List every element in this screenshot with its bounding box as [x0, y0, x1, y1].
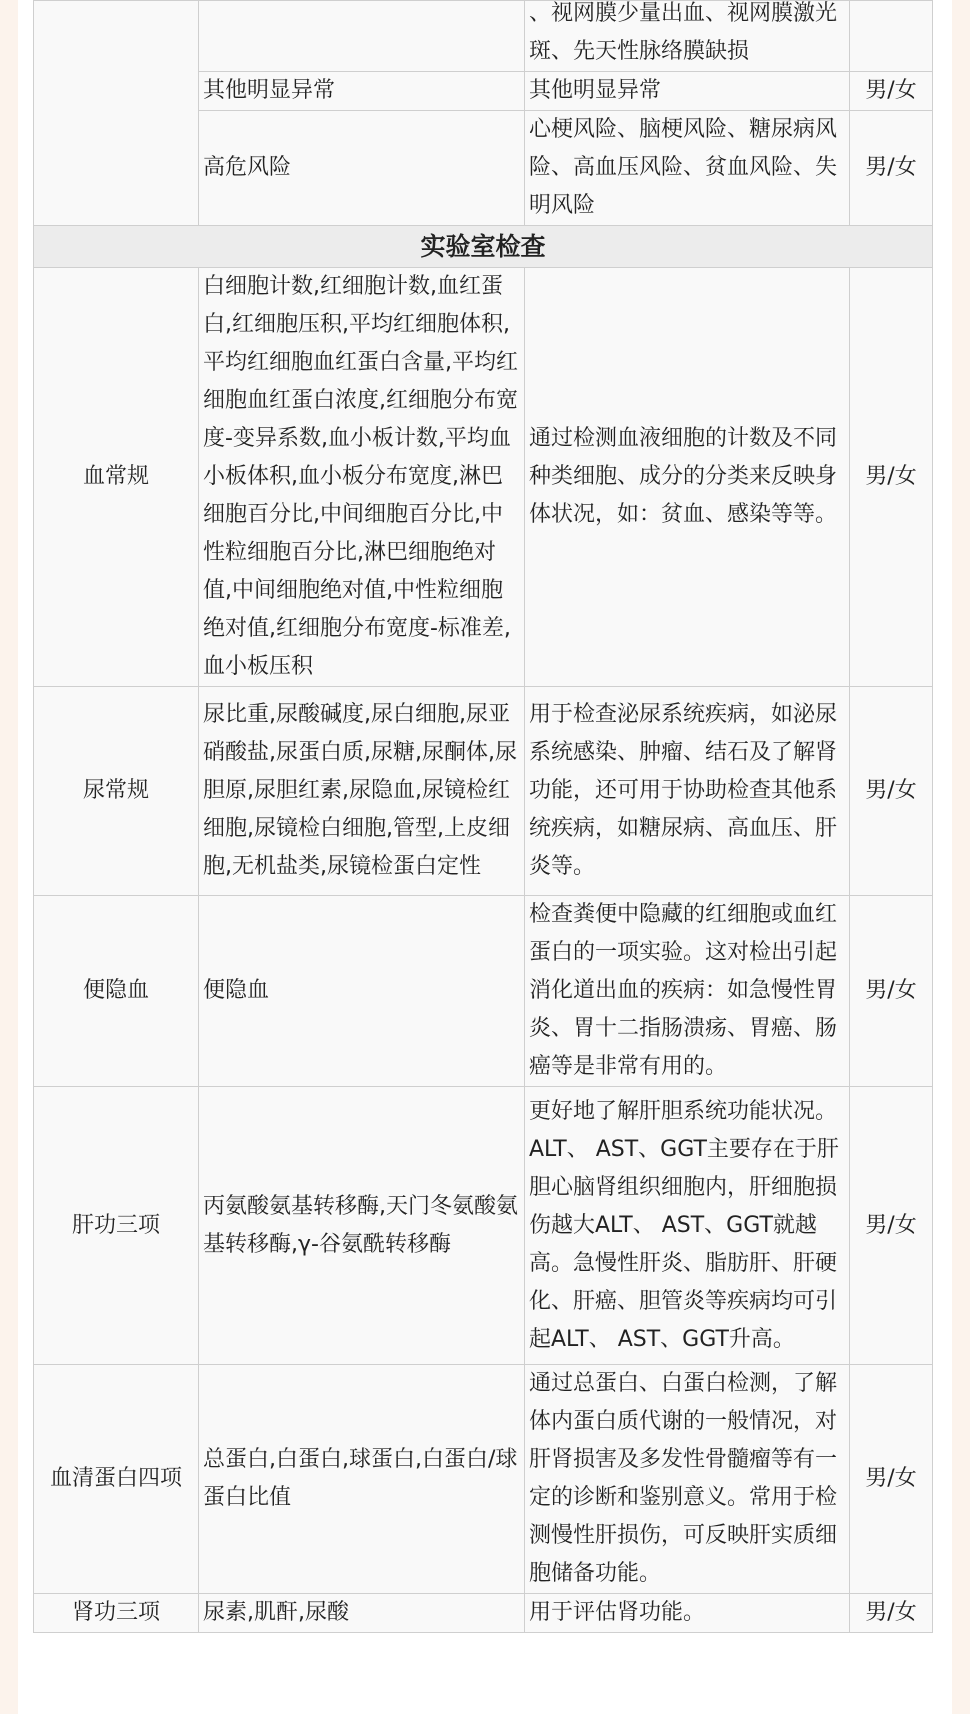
- items-cell: 尿素,肌酐,尿酸: [199, 1594, 525, 1633]
- items-cell: 尿比重,尿酸碱度,尿白细胞,尿亚硝酸盐,尿蛋白质,尿糖,尿酮体,尿胆原,尿胆红素,尿隐血,尿镜检红细胞,尿镜检白细胞,管型,上皮细胞,无机盐类,尿镜检蛋白定性: [199, 687, 525, 896]
- description-cell: 检查粪便中隐藏的红细胞或血红蛋白的一项实验。这对检出引起消化道出血的疾病：如急慢性胃炎、胃十二指肠溃疡、胃癌、肠癌等是非常有用的。: [525, 896, 850, 1087]
- table-row: [34, 1087, 933, 1365]
- gender-cell: [850, 1, 933, 72]
- items-cell: 白细胞计数,红细胞计数,血红蛋白,红细胞压积,平均红细胞体积,平均红细胞血红蛋白含量,平均红细胞血红蛋白浓度,红细胞分布宽度-变异系数,血小板计数,平均血小板体积,血小板分布宽度,淋巴细胞百分比,中间细胞百分比,中性粒细胞百分比,淋巴细胞绝对值,中间细胞绝对值,中性粒细胞绝对值,红细胞分布宽度-标准差,血小板压积: [199, 268, 525, 687]
- gender-cell: 男/女: [850, 1594, 933, 1633]
- table-row: [34, 1, 933, 72]
- items-cell: 便隐血: [199, 896, 525, 1087]
- table-row: [34, 268, 933, 687]
- category-cell: 血常规: [34, 268, 199, 687]
- table-row: [34, 896, 933, 1087]
- description-cell: 更好地了解肝胆系统功能状况。ALT、 AST、GGT主要存在于肝胆心脑肾组织细胞内，肝细胞损伤越大ALT、 AST、GGT就越高。急慢性肝炎、脂肪肝、肝硬化、肝癌、胆管炎等疾病均可引起ALT、 AST、GGT升高。: [525, 1087, 850, 1365]
- section-title: 实验室检查: [34, 226, 933, 268]
- table-row: [34, 687, 933, 896]
- description-cell: 用于检查泌尿系统疾病，如泌尿系统感染、肿瘤、结石及了解肾功能，还可用于协助检查其他系统疾病，如糖尿病、高血压、肝炎等。: [525, 687, 850, 896]
- gender-cell: 男/女: [850, 1365, 933, 1594]
- items-cell: 其他明显异常: [199, 72, 525, 111]
- table-row: [34, 1365, 933, 1594]
- category-cell: 肝功三项: [34, 1087, 199, 1365]
- category-cell: [34, 1, 199, 226]
- items-cell: 丙氨酸氨基转移酶,天门冬氨酸氨基转移酶,γ-谷氨酰转移酶: [199, 1087, 525, 1365]
- section-header-row: [34, 226, 933, 268]
- gender-cell: 男/女: [850, 111, 933, 226]
- table-row: [34, 1594, 933, 1633]
- items-cell: 总蛋白,白蛋白,球蛋白,白蛋白/球蛋白比值: [199, 1365, 525, 1594]
- gender-cell: 男/女: [850, 687, 933, 896]
- gender-cell: 男/女: [850, 896, 933, 1087]
- gender-cell: 男/女: [850, 268, 933, 687]
- description-cell: 通过总蛋白、白蛋白检测，了解体内蛋白质代谢的一般情况，对肝肾损害及多发性骨髓瘤等有一定的诊断和鉴别意义。常用于检测慢性肝损伤，可反映肝实质细胞储备功能。: [525, 1365, 850, 1594]
- description-cell: 心梗风险、脑梗风险、糖尿病风险、高血压风险、贫血风险、失明风险: [525, 111, 850, 226]
- category-cell: 尿常规: [34, 687, 199, 896]
- exam-items-table: [33, 0, 933, 1633]
- category-cell: 血清蛋白四项: [34, 1365, 199, 1594]
- items-cell: 高危风险: [199, 111, 525, 226]
- category-cell: 便隐血: [34, 896, 199, 1087]
- gender-cell: 男/女: [850, 72, 933, 111]
- category-cell: 肾功三项: [34, 1594, 199, 1633]
- description-cell: 、视网膜少量出血、视网膜激光斑、先天性脉络膜缺损: [525, 1, 850, 72]
- items-cell: [199, 1, 525, 72]
- description-cell: 其他明显异常: [525, 72, 850, 111]
- description-cell: 用于评估肾功能。: [525, 1594, 850, 1633]
- gender-cell: 男/女: [850, 1087, 933, 1365]
- description-cell: 通过检测血液细胞的计数及不同种类细胞、成分的分类来反映身体状况，如：贫血、感染等等。: [525, 268, 850, 687]
- page-sheet: [18, 0, 952, 1714]
